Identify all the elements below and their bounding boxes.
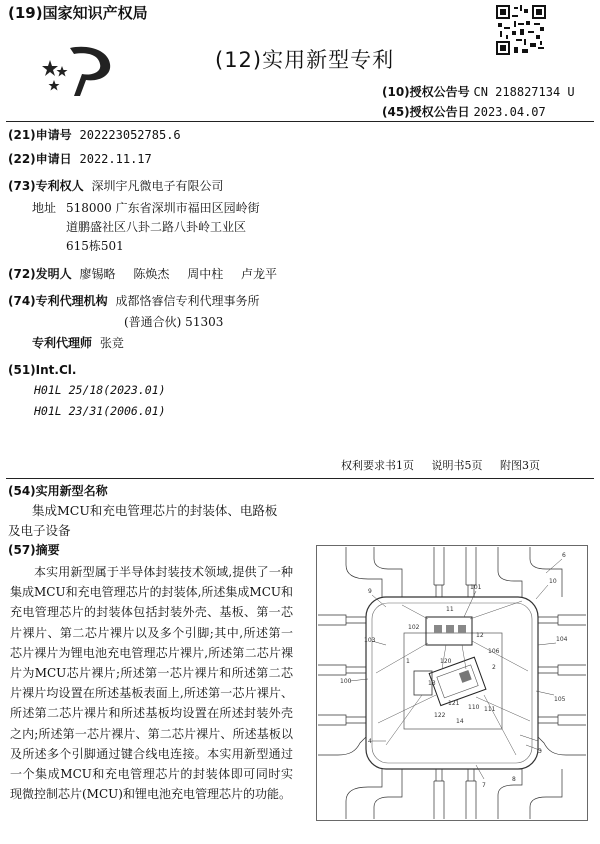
ref-label: 14 bbox=[456, 718, 464, 725]
agency-code: (普通合伙) 51303 bbox=[124, 315, 224, 329]
pub-date: 2023.04.07 bbox=[473, 105, 546, 119]
ref-label: 12 bbox=[476, 632, 484, 639]
inventor-name: 周中柱 bbox=[187, 267, 224, 281]
document-kind: (12)实用新型专利 bbox=[215, 48, 395, 72]
address-line: 615栋501 bbox=[66, 239, 124, 253]
inventor-name: 陈焕杰 bbox=[133, 267, 170, 281]
ref-label: 110 bbox=[468, 704, 480, 711]
inventors-label: (72)发明人 bbox=[8, 267, 72, 281]
ref-label: 6 bbox=[562, 552, 566, 559]
description-pages: 说明书5页 bbox=[431, 459, 483, 472]
ref-label: 106 bbox=[488, 648, 500, 655]
address-line: 道鹏盛社区八卦二路八卦岭工业区 bbox=[66, 220, 247, 234]
ref-label: 122 bbox=[434, 712, 446, 719]
agent-label: 专利代理师 bbox=[32, 336, 93, 350]
ref-label: 4 bbox=[368, 738, 372, 745]
filing-date-label: (22)申请日 bbox=[8, 152, 72, 166]
pub-number-label: (10)授权公告号 bbox=[382, 85, 470, 99]
utility-model-title: 集成MCU和充电管理芯片的封装体、电路板 bbox=[32, 503, 278, 518]
inventor-name: 卢龙平 bbox=[241, 267, 278, 281]
patentee-label: (73)专利权人 bbox=[8, 179, 84, 193]
ref-label: 1 bbox=[406, 658, 410, 665]
ref-label: 11 bbox=[446, 606, 454, 613]
ref-label: 10 bbox=[549, 578, 557, 585]
application-number-label: (21)申请号 bbox=[8, 128, 72, 142]
ref-label: 101 bbox=[470, 584, 482, 591]
patentee-name: 深圳宇凡微电子有限公司 bbox=[91, 179, 224, 193]
address-label: 地址 bbox=[32, 201, 57, 215]
address-line: 518000 广东省深圳市福田区园岭街 bbox=[66, 201, 260, 215]
ipc-label: (51)Int.Cl. bbox=[8, 363, 77, 377]
ipc-code: H01L 23/31(2006.01) bbox=[34, 404, 166, 418]
title-label: (54)实用新型名称 bbox=[8, 484, 108, 498]
header-rule bbox=[6, 121, 594, 122]
filing-date-field bbox=[8, 151, 152, 168]
ref-label: 2 bbox=[492, 664, 496, 671]
pub-number-row bbox=[382, 83, 575, 100]
address-block bbox=[66, 199, 302, 256]
ref-label: 111 bbox=[484, 706, 496, 713]
ref-label: 9 bbox=[368, 588, 372, 595]
ref-label: 102 bbox=[408, 624, 420, 631]
agent-field bbox=[32, 335, 124, 352]
agency-name: 成都恪睿信专利代理事务所 bbox=[115, 294, 260, 308]
ref-label: 121 bbox=[448, 700, 460, 707]
agent-name: 张竞 bbox=[99, 336, 124, 350]
ipc-code: H01L 25/18(2023.01) bbox=[34, 383, 166, 397]
pub-date-label: (45)授权公告日 bbox=[382, 105, 470, 119]
ref-label: 7 bbox=[482, 782, 486, 789]
ref-label: 100 bbox=[340, 678, 352, 685]
qr-code bbox=[496, 5, 546, 55]
representative-drawing bbox=[316, 545, 588, 821]
pub-number: CN 218827134 U bbox=[473, 85, 575, 99]
application-number-field bbox=[8, 127, 181, 144]
abstract-text: 本实用新型属于半导体封装技术领域,提供了一种集成MCU和充电管理芯片的封装体,所述集成MCU和充电管理芯片的封装体包括封装外壳、基板、第一芯片裸片、第二芯片裸片以及多个引脚;其中,所述第一芯片裸片为锂电池充电管理芯片裸片,所述第二芯片裸片为MCU芯片裸片;所述第一芯片裸片和所述第二芯片裸片均设置在所述基板表面上,所述第一芯片裸片、所述第二芯片裸片和所述基板均设置在所述封装外壳之内;所述第一芯片裸片、第二芯片裸片、所述基板以及所述多个引脚通过键合线电连接。本实用新型通过一个集成MCU和充电管理芯片的封装体即可同时实现微控制芯片(MCU)和锂电池充电管理芯片的功能。 bbox=[10, 565, 293, 802]
agency-field bbox=[8, 293, 260, 310]
claims-pages: 权利要求书1页 bbox=[341, 459, 414, 472]
patentee-field bbox=[8, 178, 224, 195]
ref-label: 3 bbox=[538, 748, 542, 755]
ref-label: 104 bbox=[556, 636, 568, 643]
application-number: 202223052785.6 bbox=[79, 128, 181, 142]
agency-label: (74)专利代理机构 bbox=[8, 294, 108, 308]
abstract-label: (57)摘要 bbox=[8, 543, 60, 557]
ref-label: 13 bbox=[428, 680, 436, 687]
drawing-pages: 附图3页 bbox=[500, 459, 540, 472]
ref-label: 103 bbox=[364, 637, 376, 644]
utility-model-title-cont: 及电子设备 bbox=[8, 523, 71, 538]
inventor-name: 廖锡略 bbox=[79, 267, 116, 281]
pub-date-row bbox=[382, 103, 546, 120]
page-counts bbox=[327, 457, 540, 473]
section-rule bbox=[6, 478, 594, 479]
ref-label: 120 bbox=[440, 658, 452, 665]
inventors-field bbox=[8, 266, 277, 283]
ref-label: 8 bbox=[512, 776, 516, 783]
cnipa-logo bbox=[40, 40, 120, 98]
filing-date: 2022.11.17 bbox=[79, 152, 152, 166]
ref-label: 105 bbox=[554, 696, 566, 703]
office-name: (19)国家知识产权局 bbox=[8, 4, 148, 22]
